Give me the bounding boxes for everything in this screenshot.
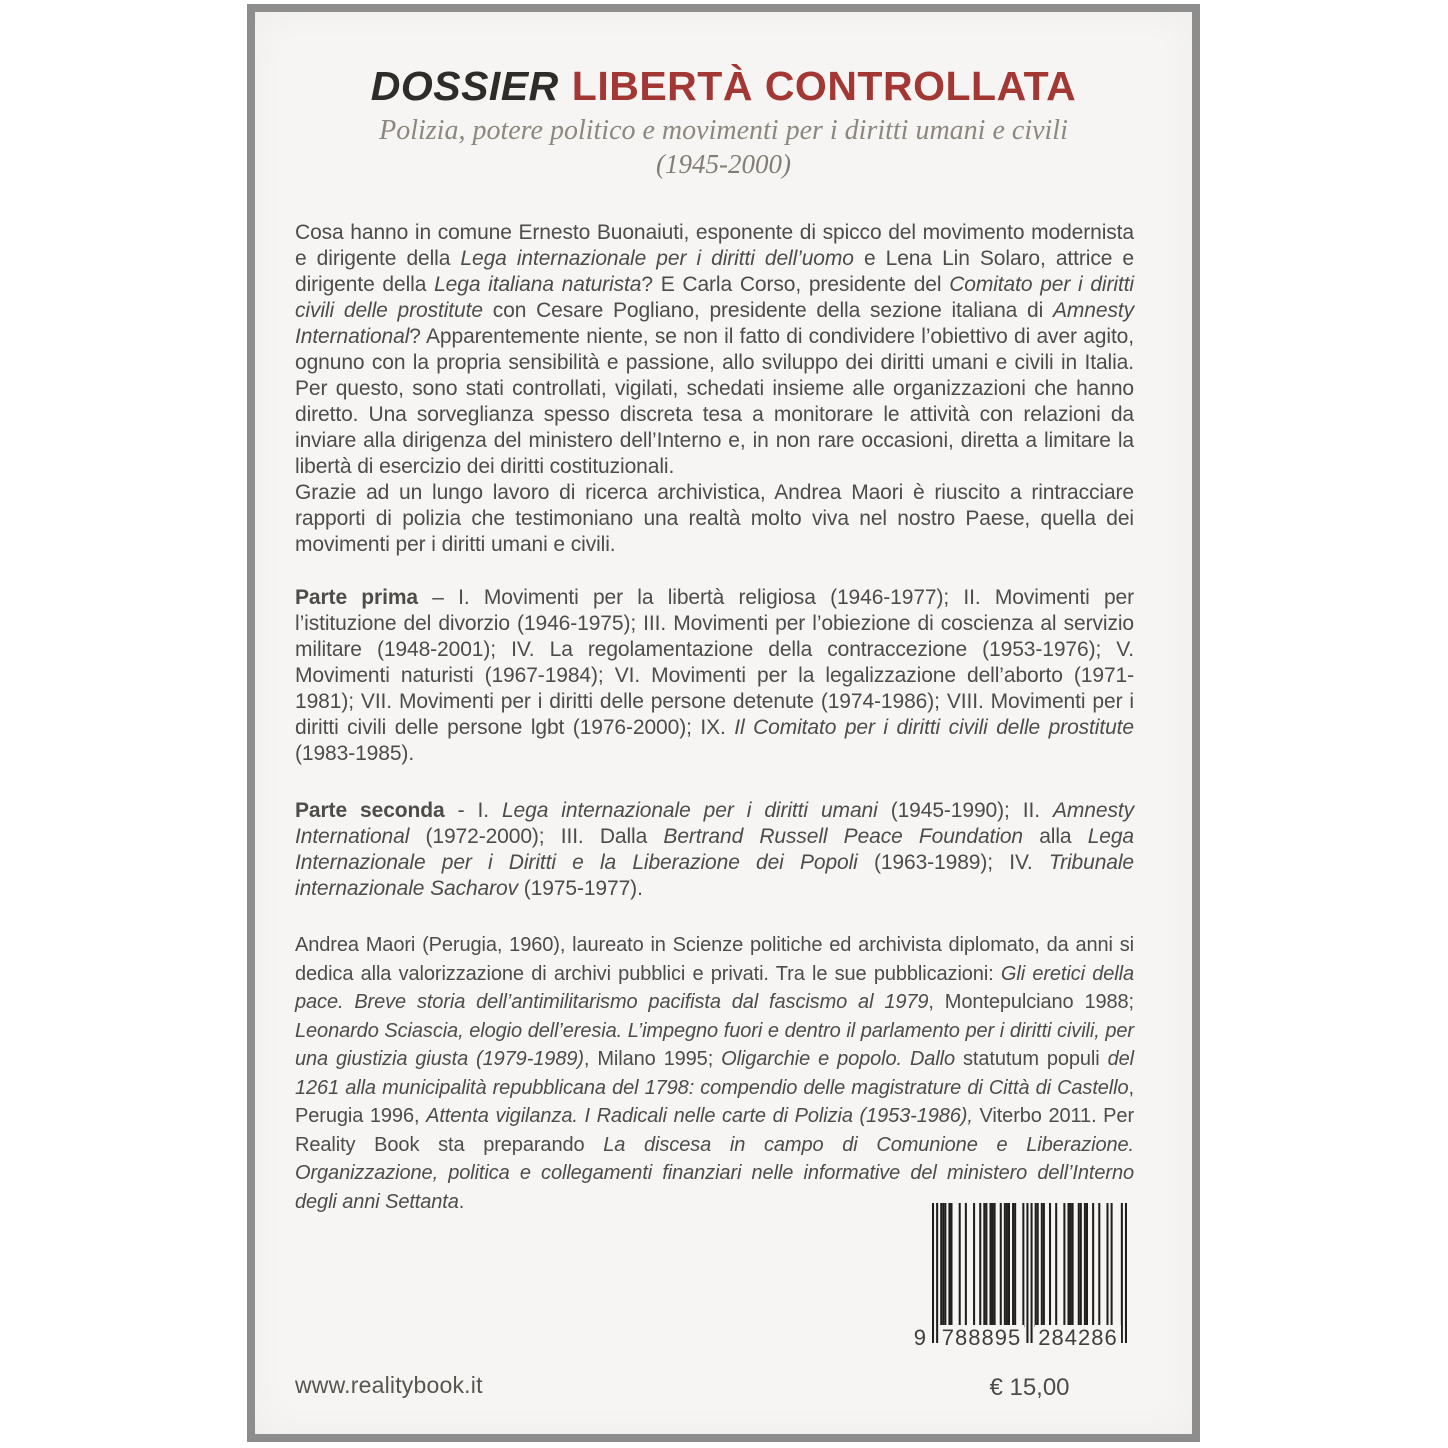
text-run: , Perugia 1996, [295,1076,1134,1128]
parte-seconda-paragraph [295,798,1134,902]
text-run: Leonardo Sciascia, elogio dell’eresia. L’impegno fuori e dentro il parlamento per i diritti civili, per una giustizia giusta (1979-1989) [295,1019,1134,1071]
barcode [913,1203,1127,1355]
text-run: Parte prima [295,586,418,610]
text-run: , Milano 1995; [583,1048,722,1071]
barcode-digits [913,1325,1127,1351]
title-dossier: DOSSIER [370,63,559,109]
text-run: Lega internazionale per i diritti dell’uomo [460,247,854,271]
barcode-digits-left: 788895 [939,1325,1024,1351]
text-run: Lega Internazionale per i Diritti e la Liberazione dei Popoli [295,825,1135,875]
text-run: Parte seconda [295,799,445,823]
text-run: (1983-1985). [295,742,415,766]
text-run: (1972-2000); III. Dalla [409,825,664,849]
text-run: Comitato per i diritti civili delle prostitute [295,273,1134,323]
text-run: Andrea Maori (Perugia, 1960), laureato in Scienze politiche ed archivista diplomato, da anni si dedica alla valorizzazione di archivi pubblici e privati. Tra le sue pubblicazioni: [295,934,1134,985]
subtitle-years: (1945-2000) [656,148,791,179]
text-run: alla [1023,825,1088,849]
text-run: del 1261 alla municipalità repubblicana del 1798: compendio delle magistrature di Città di Castello [295,1048,1134,1099]
text-run: - I. [444,799,502,823]
text-run: Lega italiana naturista [434,273,642,297]
text-run: . [458,1190,465,1213]
text-run: Il Comitato per i diritti civili delle prostitute [734,716,1134,740]
text-run: Oligarchie e popolo. Dallo [721,1048,956,1071]
text-run: (1975-1977). [518,877,643,901]
barcode-digit-first: 9 [913,1325,927,1350]
text-run: – I. Movimenti per la libertà religiosa (1946-1977); II. Movimenti per l’istituzione del divorzio (1946-1975); III. Movimenti per l’obiezione di coscienza al servizio militare (1948-2001); IV. La regolamentazione della contraccezione (1953-1976); V. Movimenti naturisti (1967-1984); VI. Movimenti per la legalizzazione dell’aborto (1971-1981); VII. Movimenti per i diritti delle persone detenute (1974-1986); VIII. Movimenti per i diritti civili delle persone lgbt (1976-2000); IX. [295,586,1134,740]
text-run: Tribunale internazionale Sacharov [295,851,1134,901]
text-run: Gli eretici della pace. Breve storia dell’antimilitarismo pacifista dal fascismo al 1979 [295,962,1134,1014]
text-run: ? Apparentemente niente, se non il fatto di condividere l’obiettivo di aver agito, ognuno con la propria sensibilità e passione, allo sviluppo dei diritti umani e civili in Italia. Per questo, sono stati controllati, vigilati, schedati insieme alle organizzazioni che hanno diretto. Una sorveglianza spesso discreta tesa a monitorare le attività con relazioni da inviare alla dirigenza del ministero dell’Interno e, in non rare occasioni, diretta a limitare la libertà di esercizio dei diritti costituzionali. [295,325,1134,479]
text-run: e Lena Lin Solaro, attrice e dirigente della [295,247,1134,297]
text-run: , Montepulciano 1988; [928,991,1134,1014]
text-run: Cosa hanno in comune Ernesto Buonaiuti, esponente di spicco del movimento modernista e dirigente della [295,221,1134,271]
text-run: ? E Carla Corso, presidente del [641,273,950,297]
text-run: La discesa in campo di Comunione e Liberazione. Organizzazione, politica e collegamenti finanziari nelle informative del ministero dell’Interno degli anni Settanta [295,1133,1134,1213]
text-run: Grazie ad un lungo lavoro di ricerca archivistica, Andrea Maori è riuscito a rintracciare rapporti di polizia che testimoniano una realtà molto viva nel nostro Paese, quella dei movimenti per i diritti umani e civili. [295,481,1134,557]
intro-paragraph-2 [295,480,1134,558]
title-main: LIBERTÀ CONTROLLATA [571,63,1077,109]
text-run: Bertrand Russell Peace Foundation [663,825,1024,849]
parte-prima-paragraph [295,585,1134,767]
text-run: statutum populi [955,1048,1108,1071]
author-bio-paragraph [295,931,1134,1216]
barcode-digits-right: 284286 [1035,1325,1121,1351]
book-subtitle: Polizia, potere politico e movimenti per i diritti umani e civili [379,115,1068,146]
text-run: (1945-1990); II. [877,799,1053,823]
intro-paragraph [295,220,1134,480]
price-label: € 15,00 [989,1374,1070,1401]
text-run: (1963-1989); IV. [857,851,1049,875]
text-run: Amnesty International [295,799,1134,849]
publisher-website: www.realitybook.it [295,1372,483,1398]
text-run: con Cesare Pogliano, presidente della sezione italiana di [482,299,1053,323]
text-run: Attenta vigilanza. I Radicali nelle carte di Polizia (1953-1986), [426,1105,973,1128]
text-run: Viterbo 2011. Per Reality Book sta preparando [295,1105,1135,1156]
text-run: Amnesty International [295,299,1134,349]
book-back-cover [247,4,1200,1442]
text-run: Lega internazionale per i diritti umani [501,799,878,823]
book-title [295,63,1152,109]
